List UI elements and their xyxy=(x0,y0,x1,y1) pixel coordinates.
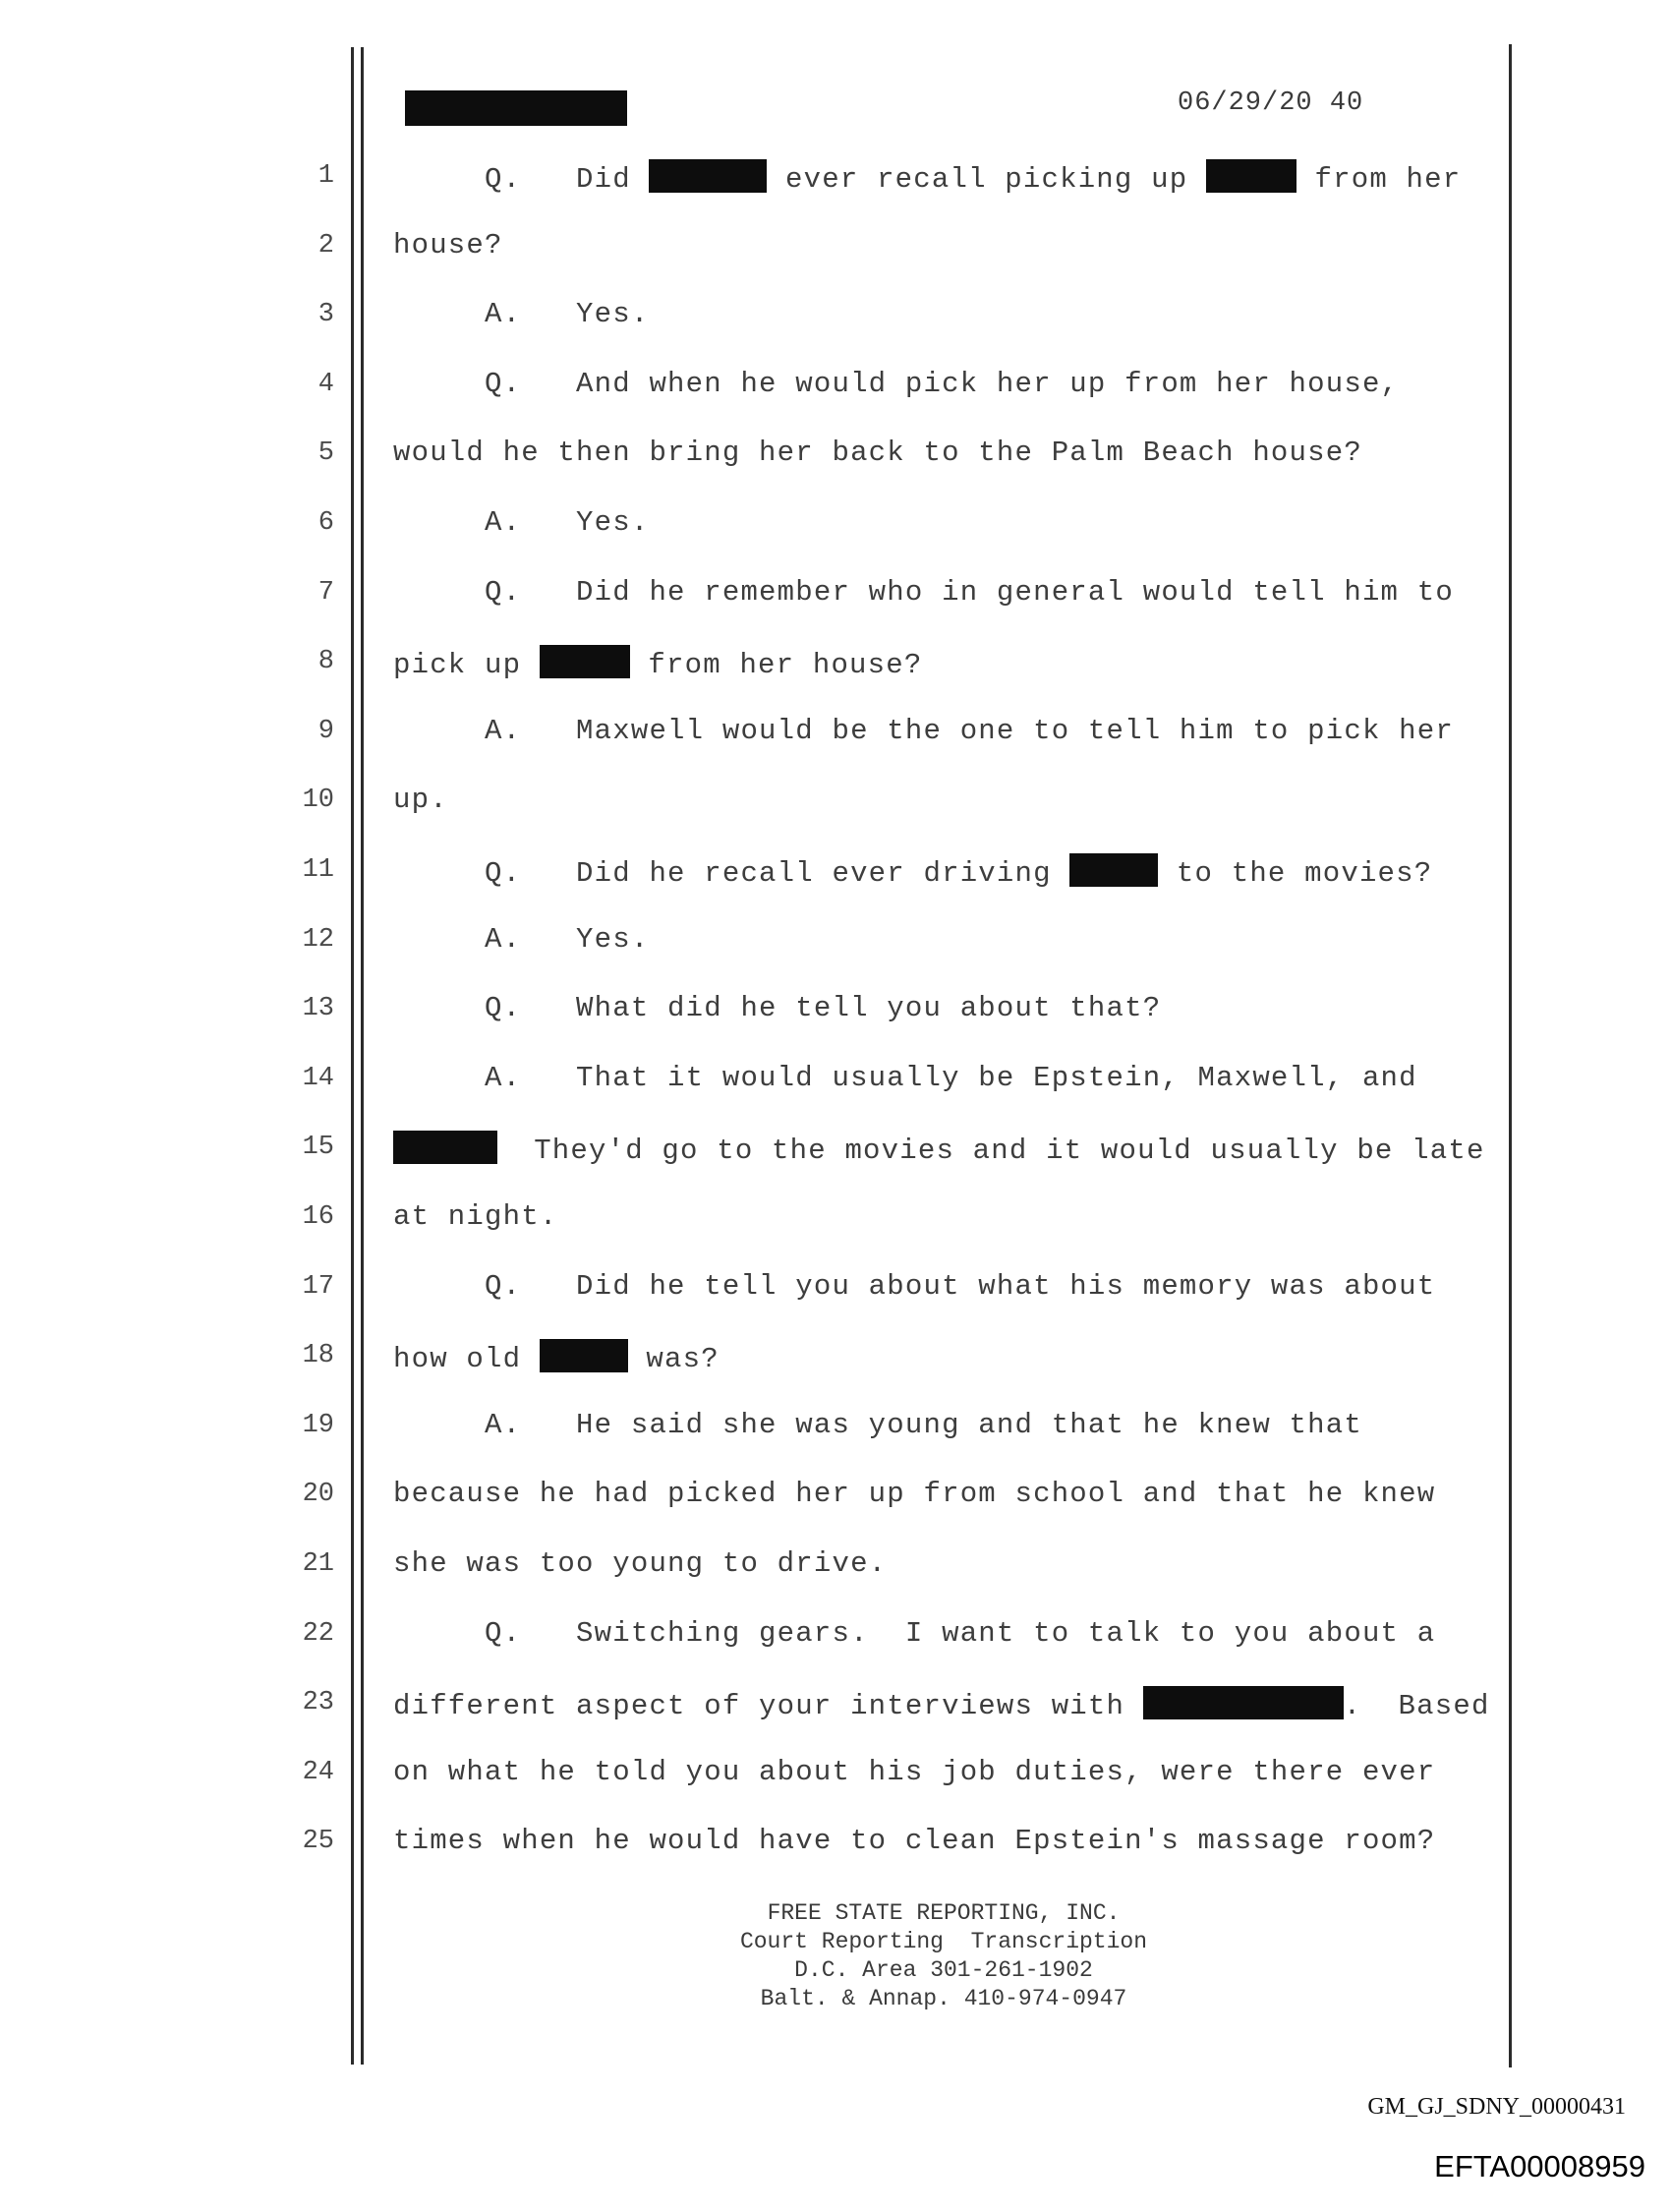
line-number: 4 xyxy=(317,370,334,399)
header-date-page: 06/29/20 40 xyxy=(1178,88,1364,118)
redaction-box xyxy=(1206,159,1296,193)
line-number: 19 xyxy=(302,1411,334,1440)
footer-balt-phone: Balt. & Annap. 410-974-0947 xyxy=(760,1986,1127,2011)
redaction-box xyxy=(1069,853,1158,887)
line-number: 11 xyxy=(302,855,334,885)
line-text: she was too young to drive. xyxy=(393,1547,888,1580)
line-text: house? xyxy=(393,229,503,262)
line-number: 1 xyxy=(317,161,334,191)
line-text: up. xyxy=(393,784,448,816)
line-text: times when he would have to clean Epstein's massage room? xyxy=(393,1825,1436,1857)
line-text: A. Maxwell would be the one to tell him to pick her xyxy=(393,715,1454,747)
line-number: 20 xyxy=(302,1480,334,1509)
footer-dc-phone: D.C. Area 301-261-1902 xyxy=(794,1957,1093,1983)
transcript-line xyxy=(393,1339,720,1375)
transcript-line xyxy=(393,1686,1490,1722)
transcript-line xyxy=(393,159,1461,196)
line-text: Q. Did he remember who in general would tell him to xyxy=(393,576,1454,609)
line-text: different aspect of your interviews with xyxy=(393,1690,1143,1722)
line-text: Q. And when he would pick her up from her house, xyxy=(393,368,1400,400)
line-number: 7 xyxy=(317,578,334,608)
transcript-line xyxy=(393,506,649,539)
transcript-line xyxy=(393,992,1161,1024)
line-number: 15 xyxy=(302,1133,334,1162)
line-text: to the movies? xyxy=(1158,857,1433,890)
line-text: . Based xyxy=(1343,1690,1490,1722)
transcript-line xyxy=(393,1062,1417,1094)
transcript-line xyxy=(393,298,649,330)
transcript-line xyxy=(393,229,503,262)
left-margin-rule-inner xyxy=(361,47,364,2065)
line-text: Q. What did he tell you about that? xyxy=(393,992,1162,1024)
transcript-line xyxy=(393,1617,1435,1650)
footer-reporter-block xyxy=(688,1899,1199,2013)
line-number: 3 xyxy=(317,300,334,329)
line-number: 16 xyxy=(302,1202,334,1232)
line-number: 18 xyxy=(302,1341,334,1370)
line-text: from her xyxy=(1296,163,1462,196)
right-margin-rule xyxy=(1509,44,1512,2067)
bates-number: GM_GJ_SDNY_00000431 xyxy=(1367,2094,1626,2120)
transcript-line xyxy=(393,1478,1435,1510)
transcript-line xyxy=(393,1270,1435,1303)
line-text: A. Yes. xyxy=(393,506,650,539)
line-text: A. Yes. xyxy=(393,298,650,330)
line-text: A. That it would usually be Epstein, Maxwell, and xyxy=(393,1062,1417,1094)
line-number: 25 xyxy=(302,1827,334,1856)
transcript-line xyxy=(393,853,1432,890)
transcript-line xyxy=(393,1756,1435,1788)
header-redaction xyxy=(405,90,627,126)
line-text: ever recall picking up xyxy=(767,163,1206,196)
line-text: They'd go to the movies and it would usually be late xyxy=(497,1135,1485,1167)
left-margin-rule-outer xyxy=(351,47,354,2065)
transcript-line xyxy=(393,368,1399,400)
transcript-line xyxy=(393,1131,1485,1167)
line-number: 24 xyxy=(302,1758,334,1787)
line-number: 22 xyxy=(302,1619,334,1649)
line-text: A. He said she was young and that he knew that xyxy=(393,1409,1362,1441)
line-number: 2 xyxy=(317,231,334,261)
line-number: 10 xyxy=(302,786,334,815)
footer-company: FREE STATE REPORTING, INC. xyxy=(767,1900,1121,1926)
line-text: Q. Switching gears. I want to talk to you about a xyxy=(393,1617,1436,1650)
line-number: 6 xyxy=(317,508,334,538)
line-text: from her house? xyxy=(629,649,923,681)
footer-service: Court Reporting Transcription xyxy=(739,1929,1148,1954)
line-text: because he had picked her up from school and that he knew xyxy=(393,1478,1436,1510)
transcript-line xyxy=(393,1200,557,1233)
efta-number: EFTA00008959 xyxy=(1434,2149,1645,2183)
transcript-line xyxy=(393,715,1454,747)
line-text: was? xyxy=(627,1343,720,1375)
line-number: 14 xyxy=(302,1064,334,1093)
line-text: pick up xyxy=(393,649,540,681)
transcript-line xyxy=(393,576,1454,609)
transcript-line xyxy=(393,1825,1435,1857)
transcript-line xyxy=(393,645,922,681)
line-number: 5 xyxy=(317,438,334,468)
transcript-line xyxy=(393,923,649,956)
line-number: 23 xyxy=(302,1688,334,1717)
line-text: Q. Did he tell you about what his memory was about xyxy=(393,1270,1436,1303)
line-text: would he then bring her back to the Palm Beach house? xyxy=(393,437,1362,469)
redaction-box xyxy=(540,1339,628,1372)
transcript-line xyxy=(393,1547,887,1580)
line-text: Q. Did he recall ever driving xyxy=(393,857,1070,890)
line-number: 17 xyxy=(302,1272,334,1302)
redaction-box xyxy=(540,645,630,678)
transcript-line xyxy=(393,437,1362,469)
line-text: Q. Did xyxy=(393,163,650,196)
transcript-line xyxy=(393,1409,1362,1441)
redaction-box xyxy=(1143,1686,1344,1719)
line-text: A. Yes. xyxy=(393,923,650,956)
line-number: 21 xyxy=(302,1549,334,1579)
line-number: 13 xyxy=(302,994,334,1023)
transcript-line xyxy=(393,784,448,816)
line-number: 8 xyxy=(317,647,334,676)
line-text: at night. xyxy=(393,1200,558,1233)
line-text: on what he told you about his job duties, were there ever xyxy=(393,1756,1436,1788)
redaction-box xyxy=(393,1131,497,1164)
redaction-box xyxy=(649,159,767,193)
line-text: how old xyxy=(393,1343,540,1375)
line-number: 12 xyxy=(302,925,334,955)
line-number: 9 xyxy=(317,717,334,746)
